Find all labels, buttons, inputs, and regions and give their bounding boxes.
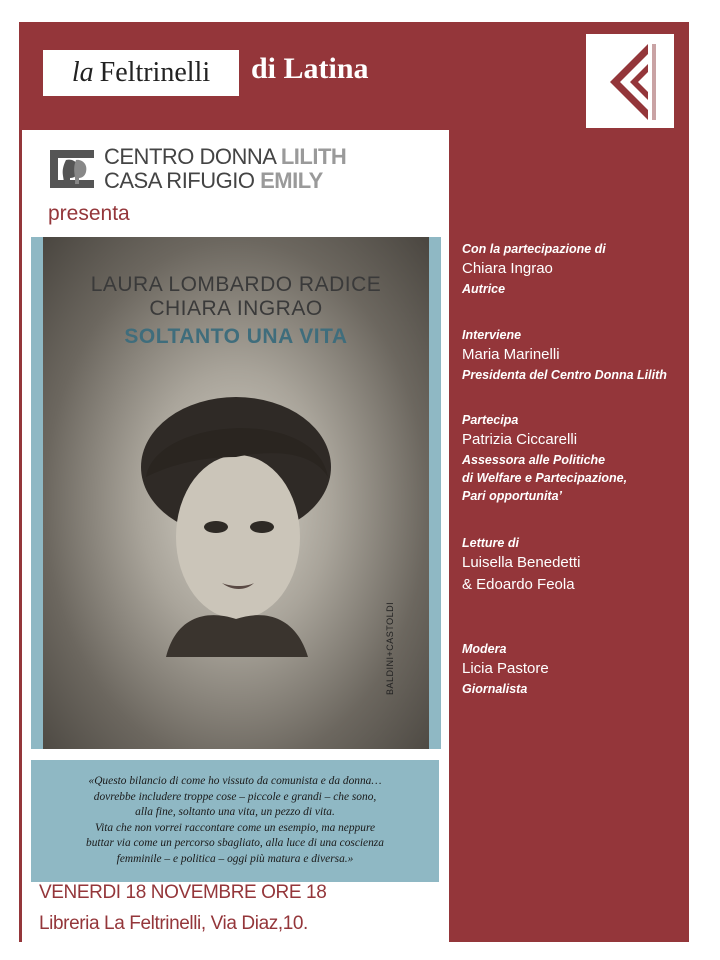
speaker-role: Pari opportunita’ <box>462 489 562 503</box>
cover-photo <box>43 237 429 749</box>
speaker-role: Presidenta del Centro Donna Lilith <box>462 368 667 382</box>
feltrinelli-mark-icon <box>586 34 674 128</box>
speaker-section-letture <box>462 534 682 596</box>
speaker-label: Con la partecipazione di <box>462 242 606 256</box>
cover-publisher: BALDINI+CASTOLDI <box>385 601 395 695</box>
cover-title: SOLTANTO UNA VITA <box>124 325 348 348</box>
speaker-section-author <box>462 240 682 298</box>
quote-line: buttar via come un percorso sbagliato, alla luce di una coscienza <box>86 837 384 850</box>
feltrinelli-logo <box>43 50 239 96</box>
quote-line: alla fine, soltanto una vita, un pezzo di vita. <box>135 806 335 819</box>
book-quote <box>31 760 439 882</box>
org-line-casa <box>104 168 323 194</box>
speaker-name: Chiara Ingrao <box>462 260 553 277</box>
speaker-name: Luisella Benedetti <box>462 554 581 571</box>
women-profiles-icon <box>46 146 98 192</box>
book-cover <box>31 237 441 749</box>
org-emily-text: EMILY <box>260 168 323 193</box>
org-lilith-text: LILITH <box>280 144 347 169</box>
event-place: Libreria La Feltrinelli, Via Diaz,10. <box>39 913 308 934</box>
speaker-role: Giornalista <box>462 682 528 696</box>
feltrinelli-mark <box>586 34 674 128</box>
speaker-name: & Edoardo Feola <box>462 576 575 593</box>
quote-line: dovrebbe includere troppe cose – piccole e grandi – che sono, <box>93 790 377 803</box>
speaker-label: Partecipa <box>462 413 519 427</box>
event-date: VENERDI 18 NOVEMBRE ORE 18 <box>39 882 327 903</box>
cover-author-2: CHIARA INGRAO <box>149 297 323 320</box>
logo-name: Feltrinelli <box>99 57 211 88</box>
event-poster <box>19 22 689 942</box>
speaker-section-interviene <box>462 326 682 384</box>
logo-la: la <box>71 57 94 88</box>
speaker-role: Autrice <box>462 282 506 296</box>
speaker-role: Assessora alle Politiche <box>462 453 606 467</box>
cover-author-1: LAURA LOMBARDO RADICE <box>90 273 382 296</box>
quote-line: femminile – e politica – oggi più matura e diversa.» <box>116 852 354 865</box>
presenta-label: presenta <box>48 202 130 225</box>
speaker-label: Letture di <box>462 536 519 550</box>
speaker-name: Maria Marinelli <box>462 346 560 363</box>
quote-line: «Questo bilancio di come ho vissuto da comunista e da donna… <box>88 775 382 787</box>
speaker-section-partecipa <box>462 411 682 505</box>
portrait-woman <box>136 397 336 657</box>
org-centro-text: CENTRO DONNA <box>104 144 281 169</box>
speaker-section-modera <box>462 640 682 698</box>
speaker-label: Modera <box>462 642 507 656</box>
org-casa-text: CASA RIFUGIO <box>104 168 261 193</box>
org-line-centro <box>104 144 346 170</box>
speaker-name: Patrizia Ciccarelli <box>462 431 578 448</box>
quote-line: Vita che non vorrei raccontare come un esempio, ma neppure <box>94 821 376 834</box>
speaker-name: Licia Pastore <box>462 660 549 677</box>
quote-text <box>45 774 425 868</box>
header-city: di Latina <box>251 52 369 85</box>
speaker-role: di Welfare e Partecipazione, <box>462 471 628 485</box>
left-panel <box>22 130 449 942</box>
speaker-label: Interviene <box>462 328 522 342</box>
